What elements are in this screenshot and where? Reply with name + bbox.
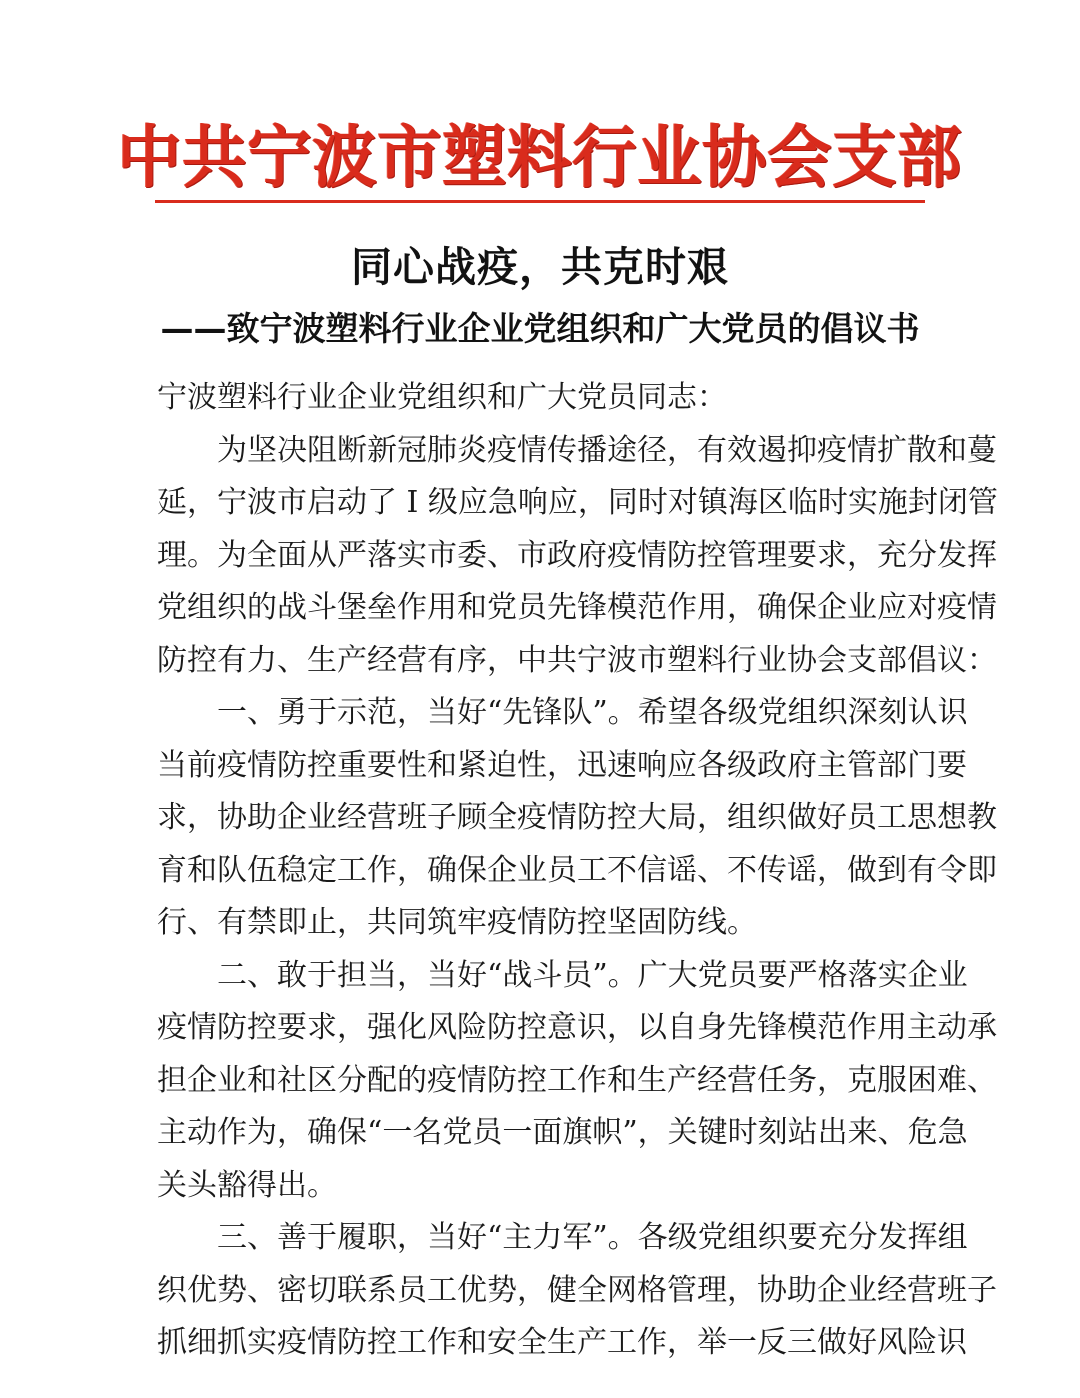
body-line: 一、勇于示范，当好“先锋队”。希望各级党组织深刻认识	[217, 695, 968, 730]
body-line: 行、有禁即止，共同筑牢疫情防控坚固防线。	[157, 905, 757, 940]
body-line: 延，宁波市启动了 I 级应急响应，同时对镇海区临时实施封闭管	[157, 485, 998, 520]
document-subtitle: ——致宁波塑料行业企业党组织和广大党员的倡议书	[160, 309, 920, 348]
body-line-list	[157, 425, 998, 1370]
masthead-underline-rule	[155, 200, 925, 203]
body-line: 织优势、密切联系员工优势，健全网格管理，协助企业经营班子	[157, 1272, 997, 1308]
masthead	[0, 118, 1080, 203]
body-line: 担企业和社区分配的疫情防控工作和生产经营任务，克服困难、	[157, 1062, 997, 1098]
body-line: 疫情防控要求，强化风险防控意识，以自身先锋模范作用主动承	[157, 1010, 997, 1045]
document-body	[157, 372, 998, 1370]
document-title: 同心战疫，共克时艰	[351, 243, 729, 291]
body-line: 三、善于履职，当好“主力军”。各级党组织要充分发挥组	[217, 1220, 968, 1255]
body-line: 二、敢于担当，当好“战斗员”。广大党员要严格落实企业	[217, 957, 968, 993]
salutation-line: 宁波塑料行业企业党组织和广大党员同志：	[157, 380, 727, 415]
body-line: 抓细抓实疫情防控工作和安全生产工作，举一反三做好风险识	[157, 1325, 967, 1360]
body-line: 为坚决阻断新冠肺炎疫情传播途径，有效遏抑疫情扩散和蔓	[217, 432, 997, 468]
body-line: 主动作为，确保“一名党员一面旗帜”，关键时刻站出来、危急	[157, 1115, 968, 1150]
body-line: 求，协助企业经营班子顾全疫情防控大局，组织做好员工思想教	[157, 800, 997, 835]
body-line: 防控有力、生产经营有序，中共宁波市塑料行业协会支部倡议：	[157, 642, 997, 678]
body-line: 育和队伍稳定工作，确保企业员工不信谣、不传谣，做到有令即	[157, 852, 997, 888]
masthead-organization-name: 中共宁波市塑料行业协会支部	[117, 119, 963, 198]
body-line: 关头豁得出。	[157, 1167, 337, 1203]
body-line: 党组织的战斗堡垒作用和党员先锋模范作用，确保企业应对疫情	[157, 590, 997, 625]
body-line: 理。为全面从严落实市委、市政府疫情防控管理要求，充分发挥	[157, 537, 997, 573]
body-line: 当前疫情防控重要性和紧迫性，迅速响应各级政府主管部门要	[157, 747, 967, 783]
